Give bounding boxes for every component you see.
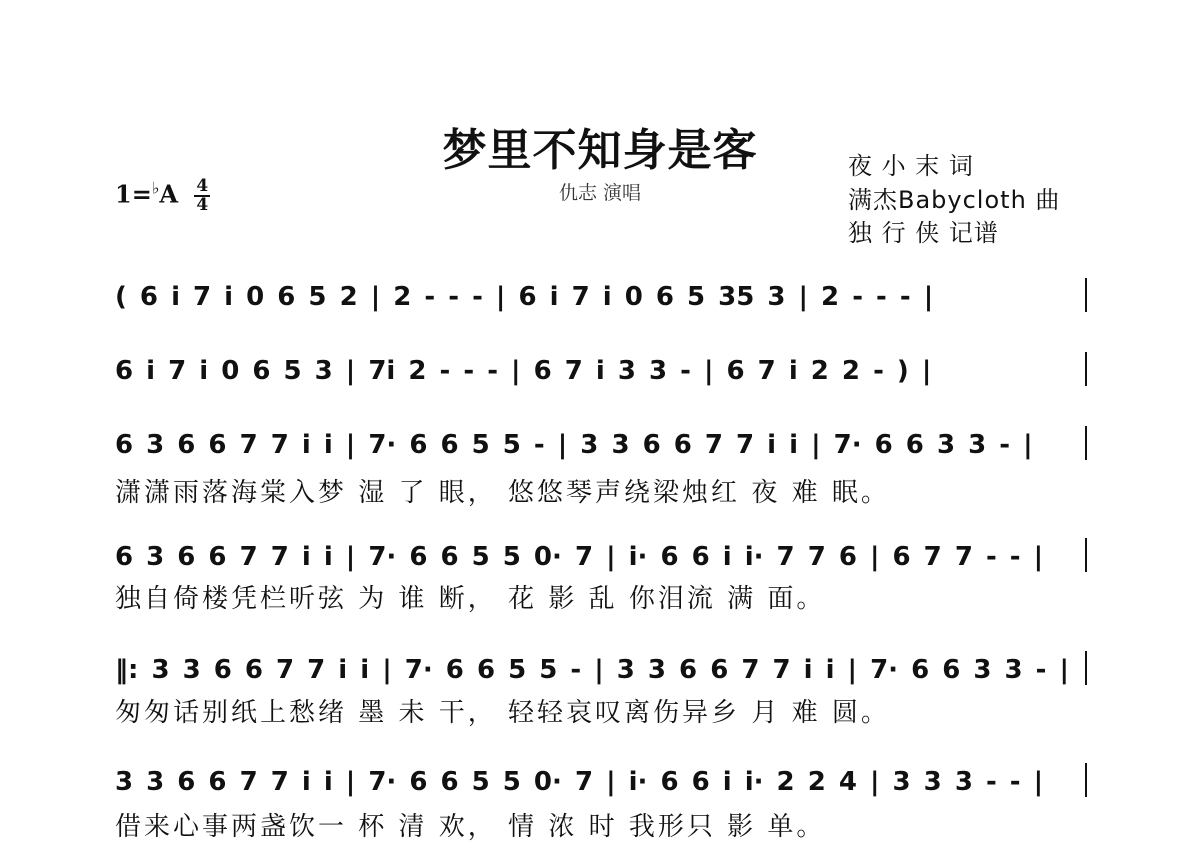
- lyrics-system-6: 借来心事两盏饮一 杯 清 欢， 情 浓 时 我形只 影 单。: [115, 812, 826, 842]
- time-top: 4: [196, 176, 209, 196]
- time-bottom: 4: [196, 195, 209, 215]
- key-label: 1=: [115, 179, 152, 209]
- end-barline-5: [1085, 651, 1087, 685]
- key-signature: [115, 178, 210, 214]
- notes-system-6: 3 3 6 6 7 7 i i | 7· 6 6 5 5 0· 7 | i· 6 6 i i· 2 2 4 | 3 3 3 - - |: [115, 767, 1044, 797]
- lyrics-system-5: 匆匆话别纸上愁绪 墨 未 干， 轻轻哀叹离伤异乡 月 难 圆。: [115, 698, 890, 728]
- song-title: 梦里不知身是客: [442, 125, 758, 176]
- lyricist-credit: 夜 小 末 词: [848, 152, 974, 180]
- end-barline-6: [1085, 763, 1087, 797]
- lyrics-system-3: 潇潇雨落海棠入梦 湿 了 眼， 悠悠琴声绕梁烛红 夜 难 眠。: [115, 478, 890, 508]
- end-barline-3: [1085, 426, 1087, 460]
- end-barline-2: [1085, 352, 1087, 386]
- singer-credit: 仇志 演唱: [558, 182, 642, 204]
- flat-symbol: ♭: [151, 178, 160, 198]
- lyrics-system-4: 独自倚楼凭栏听弦 为 谁 断， 花 影 乱 你泪流 满 面。: [115, 584, 826, 614]
- end-barline-1: [1085, 278, 1087, 312]
- end-barline-4: [1085, 538, 1087, 572]
- composer-credit: 满杰Babycloth 曲: [848, 186, 1061, 214]
- notes-system-1: ( 6 i 7 i 0 6 5 2 | 2 - - - | 6 i 7 i 0 6 5 35 3 | 2 - - - |: [115, 282, 934, 312]
- transcriber-credit: 独 行 侠 记谱: [848, 219, 999, 247]
- key-note: A: [159, 179, 178, 209]
- notes-system-5: ‖: 3 3 6 6 7 7 i i | 7· 6 6 5 5 - | 3 3 6 6 7 7 i i | 7· 6 6 3 3 - |: [115, 655, 1070, 685]
- notes-system-3: 6 3 6 6 7 7 i i | 7· 6 6 5 5 - | 3 3 6 6 7 7 i i | 7· 6 6 3 3 - |: [115, 430, 1033, 460]
- notes-system-4: 6 3 6 6 7 7 i i | 7· 6 6 5 5 0· 7 | i· 6 6 i i· 7 7 6 | 6 7 7 - - |: [115, 542, 1044, 572]
- notes-system-2: 6 i 7 i 0 6 5 3 | 7i 2 - - - | 6 7 i 3 3 - | 6 7 i 2 2 - ) |: [115, 356, 932, 386]
- time-signature: [194, 178, 210, 214]
